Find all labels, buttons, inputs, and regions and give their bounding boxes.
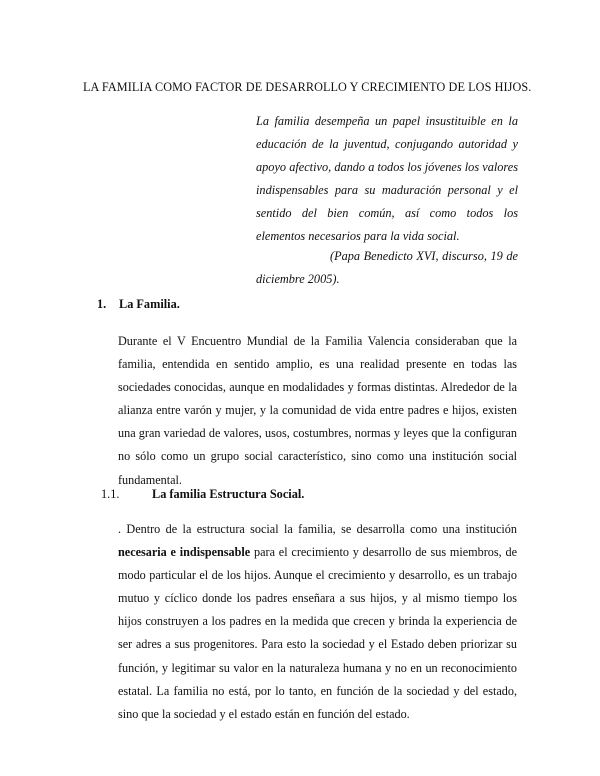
paragraph-start: . Dentro de la estructura social la familia, se desarrolla como una institución — [118, 522, 517, 536]
section-1-paragraph: Durante el V Encuentro Mundial de la Familia Valencia consideraban que la familia, entendida en sentido amplio, es una realidad presente en todas las sociedades conocidas, aunque en modalidades y formas distintas. Alrededor de la alianza entre varón y mujer, y la comunidad de vida entre padres e hijos, existen una gran variedad de valores, usos, costumbres, normas y leyes que la configuran no sólo como un grupo social característico, sino como una institución social fundamental. — [118, 334, 517, 487]
section-1-1-paragraph — [118, 518, 517, 726]
section-1-heading — [97, 297, 180, 312]
section-1-1-number: 1.1. — [101, 487, 120, 501]
paragraph-rest: para el crecimiento y desarrollo de sus miembros, de modo particular el de los hijos. Aunque el crecimiento y desarrollo, es un trabajo mutuo y cíclico donde los padres enseñara a sus hijos, y al mismo tiempo los hijos construyen a los padres en la medida que crecen y brinda la experiencia de ser adres a sus progenitores. Para esto la sociedad y el Estado deben priorizar su función, y legitimar su valor en la naturaleza humana y no en un reconocimiento estatal. La familia no está, por lo tanto, en función de la sociedad y del estado, sino que la sociedad y el estado están en función del estado. — [118, 545, 517, 721]
section-1-1-title: La familia Estructura Social. — [152, 487, 305, 501]
epigraph-quote — [256, 110, 518, 248]
section-1-number: 1. — [97, 297, 107, 311]
paragraph-emphasis: necesaria e indispensable — [118, 545, 251, 560]
epigraph-quote-text: La familia desempeña un papel insustituible en la educación de la juventud, conjugando autoridad y apoyo afectivo, dando a todos los jóvenes los valores indispensables para su maduración personal y el sentido del bien común, así como todos los elementos necesarios para la vida social. — [256, 114, 518, 243]
epigraph-source: (Papa Benedicto XVI, discurso, 19 de diciembre 2005). — [256, 249, 518, 286]
section-1-title: La Familia. — [119, 297, 180, 311]
document-title: LA FAMILIA COMO FACTOR DE DESARROLLO Y CRECIMIENTO DE LOS HIJOS. — [83, 80, 532, 94]
section-1-1-heading — [101, 487, 304, 502]
